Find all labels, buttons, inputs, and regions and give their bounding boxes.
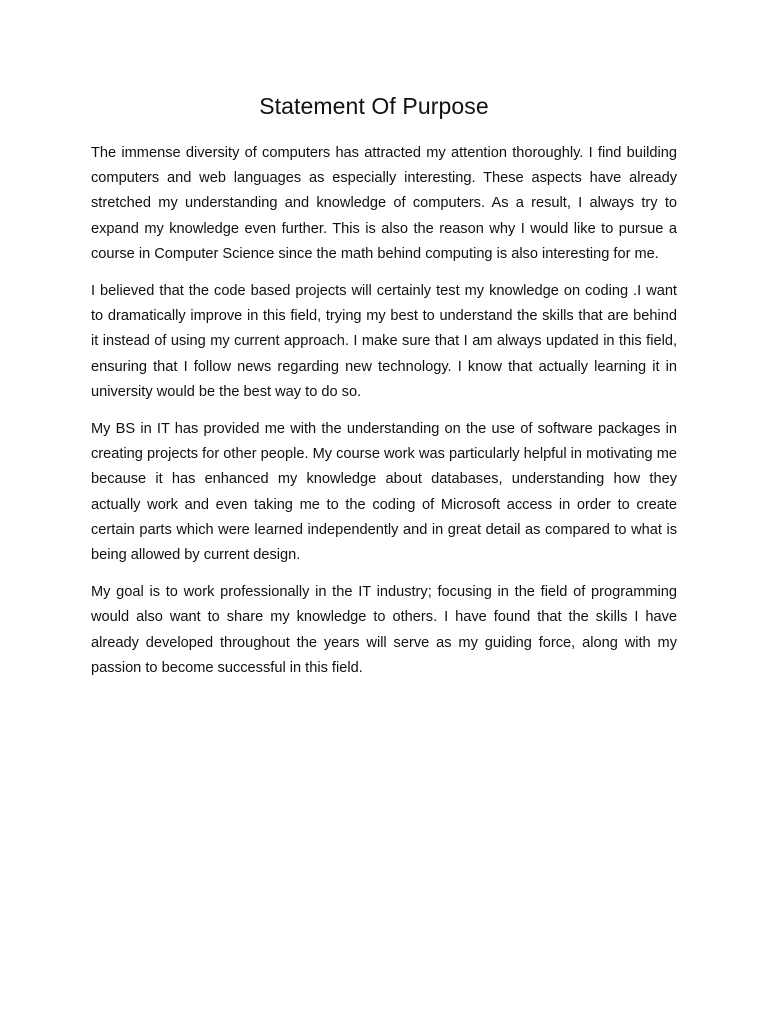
document-body <box>91 141 677 693</box>
paragraph-1: The immense diversity of computers has attracted my attention thoroughly. I find building computers and web languages as especially interesting. These aspects have already stretched my understanding and knowledge of computers. As a result, I always try to expand my knowledge even further. This is also the reason why I would like to pursue a course in Computer Science since the math behind computing is also interesting for me. <box>91 145 677 262</box>
paragraph-4: My goal is to work professionally in the IT industry; focusing in the field of programming would also want to share my knowledge to others. I have found that the skills I have already developed throughout the years will serve as my guiding force, along with my passion to become successful in this field. <box>91 584 677 676</box>
paragraph-2: I believed that the code based projects will certainly test my knowledge on coding .I want to dramatically improve in this field, trying my best to understand the skills that are behind it instead of using my current approach. I make sure that I am always updated in this field, ensuring that I follow news regarding new technology. I know that actually learning it in university would be the best way to do so. <box>91 283 677 400</box>
document-title: Statement Of Purpose <box>259 93 489 119</box>
paragraph-3: My BS in IT has provided me with the understanding on the use of software packages in creating projects for other people. My course work was particularly helpful in motivating me because it has enhanced my knowledge about databases, understanding how they actually work and even taking me to the coding of Microsoft access in order to create certain parts which were learned independently and in great detail as compared to what is being allowed by current design. <box>91 421 677 564</box>
